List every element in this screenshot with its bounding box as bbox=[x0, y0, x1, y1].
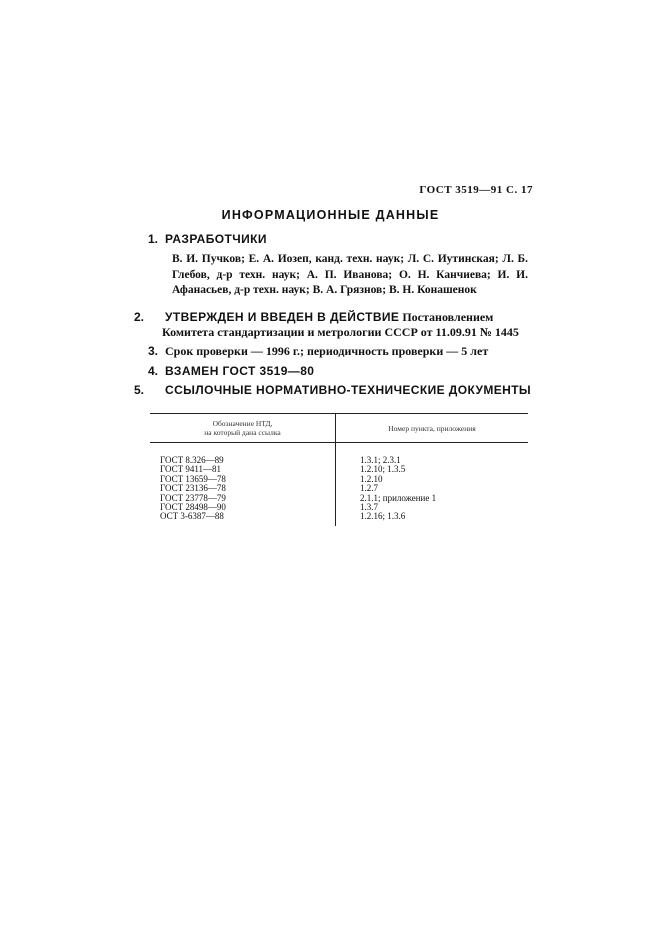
table-cell-clause: 1.2.7 bbox=[360, 483, 378, 494]
table-cell-doc: ГОСТ 8.326—89 bbox=[160, 455, 224, 465]
page-header: ГОСТ 3519—91 С. 17 bbox=[419, 184, 533, 196]
section-heading: УТВЕРЖДЕН И ВВЕДЕН В ДЕЙСТВИЕ bbox=[165, 310, 400, 324]
references-table bbox=[150, 413, 528, 526]
section-number: 4. bbox=[148, 364, 159, 378]
section-developers bbox=[148, 232, 528, 247]
section-heading: ССЫЛОЧНЫЕ НОРМАТИВНО-ТЕХНИЧЕСКИЕ ДОКУМЕНТЫ bbox=[165, 383, 532, 397]
section-number: 3. bbox=[148, 344, 159, 358]
table-cell-doc: ГОСТ 13659—78 bbox=[160, 473, 226, 484]
section-review-period bbox=[148, 344, 528, 359]
section-heading: ВЗАМЕН ГОСТ 3519—80 bbox=[165, 364, 315, 378]
table-cell-clause: 1.2.10; 1.3.5 bbox=[360, 464, 406, 475]
section-approved bbox=[134, 310, 542, 340]
column-clauses bbox=[336, 443, 528, 526]
table-cell-doc: ОСТ 3-6387—88 bbox=[160, 511, 224, 522]
column-header-line: на который дана ссылка bbox=[204, 428, 281, 437]
section-references bbox=[134, 383, 542, 398]
column-header-document bbox=[150, 414, 336, 442]
table-cell-clause: 1.3.7 bbox=[360, 502, 378, 513]
section-number: 5. bbox=[134, 383, 145, 397]
table-header bbox=[150, 414, 528, 443]
table-cell-clause: 1.3.1; 2.3.1 bbox=[360, 455, 401, 465]
section-text: Постановлением Комитета стандартизации и метрологии СССР от 11.09.91 № 1445 bbox=[162, 310, 519, 339]
table-cell-clause: 1.2.10 bbox=[360, 473, 383, 484]
section-text: Срок проверки — 1996 г.; периодичность проверки — 5 лет bbox=[165, 344, 489, 358]
table-cell-clause: 1.2.16; 1.3.6 bbox=[360, 511, 406, 522]
table-body bbox=[150, 443, 528, 526]
section-number: 2. bbox=[134, 310, 145, 324]
column-header-line: Обозначение НТД, bbox=[212, 419, 273, 428]
section-replaces bbox=[148, 364, 528, 379]
table-cell-doc: ГОСТ 23136—78 bbox=[160, 483, 226, 494]
table-cell-doc: ГОСТ 28498—90 bbox=[160, 502, 226, 513]
table-cell-doc: ГОСТ 9411—81 bbox=[160, 464, 222, 475]
table-cell-clause: 2.1.1; приложение 1 bbox=[360, 492, 437, 503]
section-heading: РАЗРАБОТЧИКИ bbox=[165, 232, 267, 246]
section-number: 1. bbox=[148, 232, 159, 246]
column-header-clause: Номер пункта, приложения bbox=[388, 424, 476, 433]
document-title: ИНФОРМАЦИОННЫЕ ДАННЫЕ bbox=[221, 208, 440, 222]
developers-list: В. И. Пучков; Е. А. Иозеп, канд. техн. наук; Л. С. Иутинская; Л. Б. Глебов, д-р техн. наук; А. П. Иванова; О. Н. Канчиева; И. И. Афанасьев, д-р техн. наук; В. А. Грязнов; В. Н. Конашенок bbox=[172, 253, 528, 296]
column-documents bbox=[150, 443, 336, 526]
table-cell-doc: ГОСТ 23778—79 bbox=[160, 492, 226, 503]
